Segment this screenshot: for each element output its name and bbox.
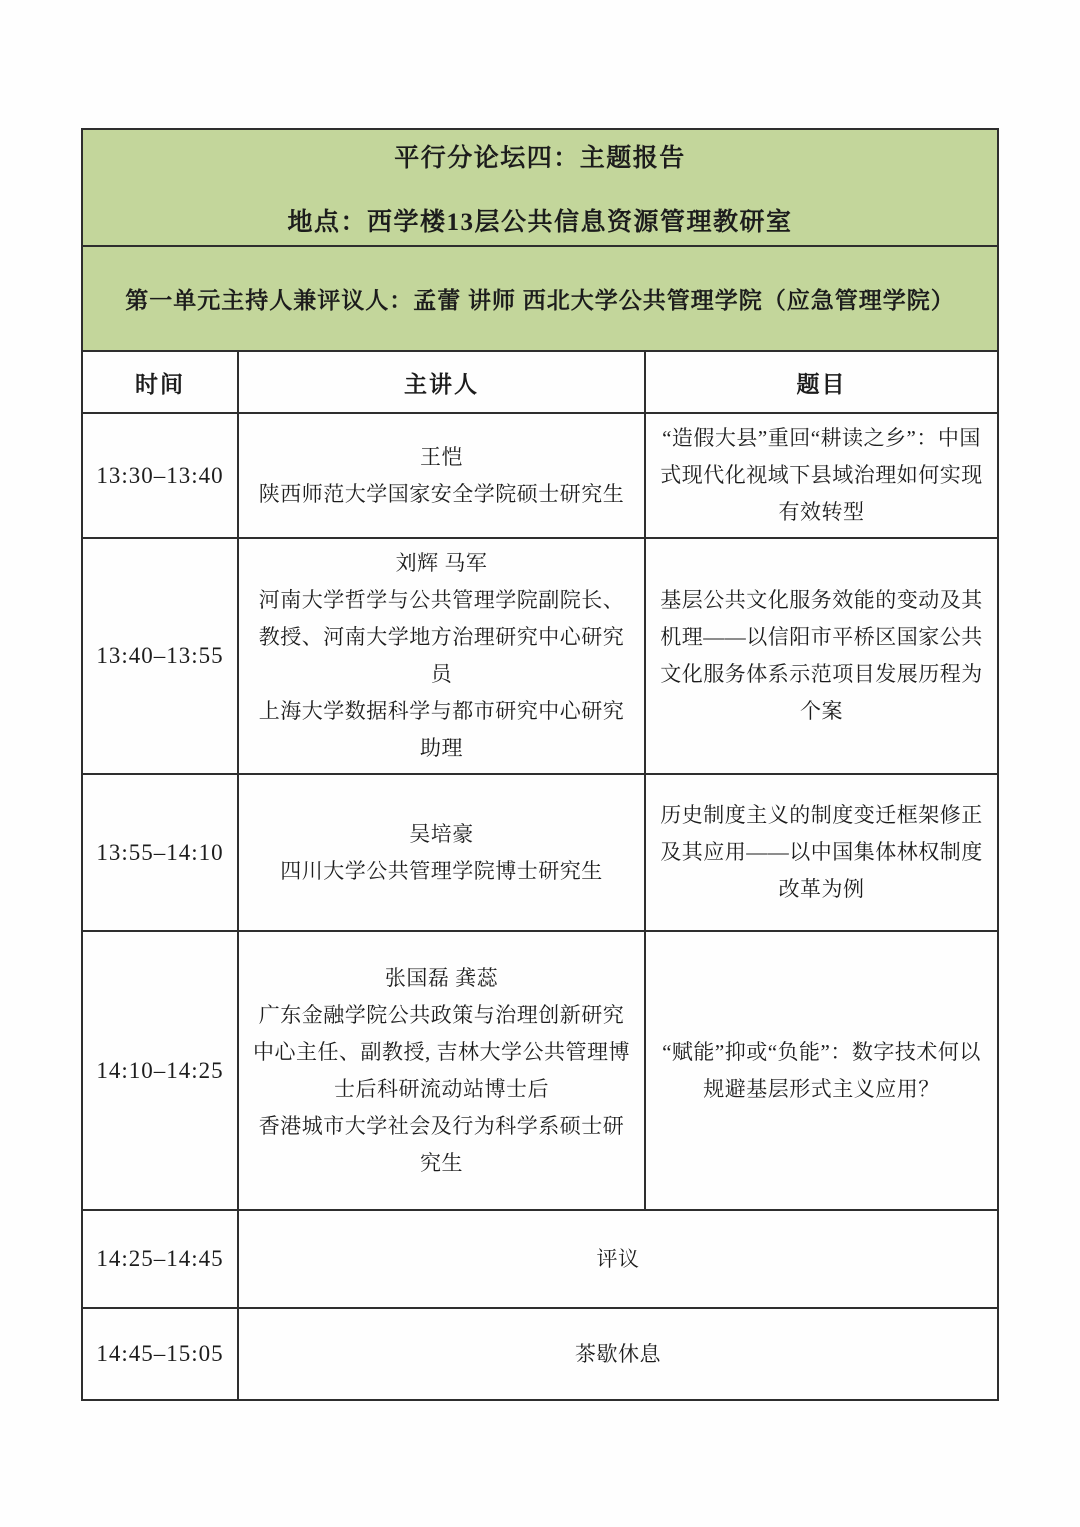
speaker-name-line: 吴培豪 <box>409 821 474 846</box>
forum-location: 地点：西学楼13层公共信息资源管理教研室 <box>287 208 793 236</box>
forum-title: 平行分论坛四：主题报告 <box>394 144 686 172</box>
col-header-topic: 题目 <box>645 351 998 413</box>
topic-cell: 基层公共文化服务效能的变动及其机理——以信阳市平桥区国家公共文化服务体系示范项目发展历程为个案 <box>645 538 998 774</box>
unit-host-row <box>82 246 998 351</box>
col-header-speaker: 主讲人 <box>238 351 645 413</box>
review-label-cell: 评议 <box>238 1210 998 1308</box>
time-cell: 14:10–14:25 <box>82 931 238 1210</box>
session-row <box>82 774 998 931</box>
topic-cell: 历史制度主义的制度变迁框架修正及其应用——以中国集体林权制度改革为例 <box>645 774 998 931</box>
forum-header-cell <box>82 129 998 246</box>
time-cell: 14:45–15:05 <box>82 1308 238 1400</box>
speaker-affiliation-line: 陕西师范大学国家安全学院硕士研究生 <box>258 481 625 506</box>
speaker-cell <box>238 538 645 774</box>
session-row <box>82 413 998 538</box>
speaker-cell <box>238 774 645 931</box>
tea-break-label-cell: 茶歇休息 <box>238 1308 998 1400</box>
speaker-affiliation-line: 上海大学数据科学与都市研究中心研究助理 <box>258 699 625 760</box>
session-row <box>82 931 998 1210</box>
unit-host-cell <box>82 246 998 351</box>
speaker-affiliation-line: 四川大学公共管理学院博士研究生 <box>280 858 603 883</box>
speaker-cell <box>238 931 645 1210</box>
speaker-name-line: 王恺 <box>419 444 463 469</box>
schedule-table <box>81 128 999 1401</box>
time-cell: 13:40–13:55 <box>82 538 238 774</box>
topic-cell: “赋能”抑或“负能”：数字技术何以规避基层形式主义应用？ <box>645 931 998 1210</box>
session-row <box>82 538 998 774</box>
forum-header-row <box>82 129 998 246</box>
speaker-affiliation-line: 河南大学哲学与公共管理学院副院长、教授、河南大学地方治理研究中心研究员 <box>258 588 625 686</box>
tea-break-row <box>82 1308 998 1400</box>
unit-host-line: 第一单元主持人兼评议人：孟蕾 讲师 西北大学公共管理学院（应急管理学院） <box>125 288 955 313</box>
speaker-cell <box>238 413 645 538</box>
speaker-affiliation-line: 香港城市大学社会及行为科学系硕士研究生 <box>258 1113 625 1175</box>
review-row <box>82 1210 998 1308</box>
column-header-row <box>82 351 998 413</box>
speaker-affiliation-line: 广东金融学院公共政策与治理创新研究中心主任、副教授, 吉林大学公共管理博士后科研流动站博士后 <box>252 1002 630 1101</box>
time-cell: 13:55–14:10 <box>82 774 238 931</box>
time-cell: 13:30–13:40 <box>82 413 238 538</box>
speaker-name-line: 刘辉 马军 <box>395 551 488 575</box>
topic-cell: “造假大县”重回“耕读之乡”：中国式现代化视域下县域治理如何实现有效转型 <box>645 413 998 538</box>
time-cell: 14:25–14:45 <box>82 1210 238 1308</box>
speaker-name-line: 张国磊 龚蕊 <box>384 965 499 990</box>
col-header-time: 时间 <box>82 351 238 413</box>
